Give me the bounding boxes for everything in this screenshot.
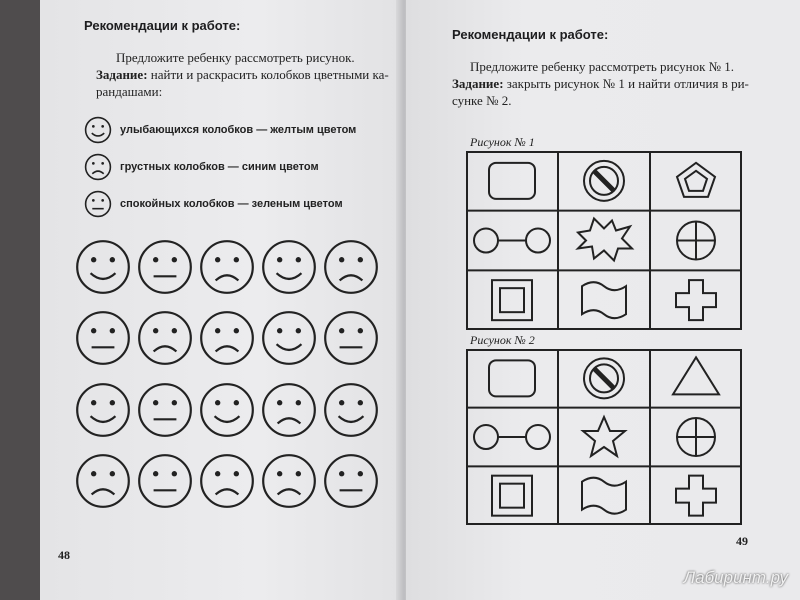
face-calm-icon bbox=[137, 239, 193, 300]
no-sign-icon bbox=[584, 358, 624, 398]
right-task-label: Задание: bbox=[452, 76, 504, 91]
face-smile-icon bbox=[75, 239, 131, 300]
right-task-line2: сунке № 2. bbox=[452, 93, 512, 108]
crossed-circle-icon bbox=[677, 418, 715, 456]
face-smile-icon bbox=[75, 382, 131, 443]
face-sad-icon bbox=[199, 453, 255, 514]
legend-text: улыбающихся колобков — желтым цветом bbox=[120, 124, 357, 136]
left-intro: Предложите ребенку рассмотреть рисунок. bbox=[116, 50, 355, 65]
rounded-square-icon bbox=[489, 360, 535, 396]
face-sad-icon bbox=[323, 239, 379, 300]
no-sign-icon bbox=[584, 161, 624, 201]
left-heading: Рекомендации к работе: bbox=[84, 18, 241, 33]
face-sad-icon bbox=[199, 239, 255, 300]
square-in-square-icon bbox=[492, 280, 532, 320]
figure1-caption: Рисунок № 1 bbox=[470, 135, 535, 149]
face-sad-icon bbox=[199, 310, 255, 371]
cross-icon bbox=[676, 476, 716, 516]
right-intro: Предложите ребенку рассмотреть рисунок № 1. bbox=[470, 59, 735, 74]
legend-text: спокойных колобков — зеленым цветом bbox=[120, 198, 343, 210]
face-calm-icon bbox=[323, 453, 379, 514]
face-calm-icon bbox=[75, 310, 131, 371]
star-icon bbox=[583, 417, 625, 456]
face-sad-icon bbox=[261, 453, 317, 514]
dumbbell-icon bbox=[474, 229, 550, 253]
legend-text: грустных колобков — синим цветом bbox=[120, 161, 319, 173]
right-task-line1 bbox=[452, 75, 749, 92]
face-smile-icon bbox=[261, 310, 317, 371]
left-page-number: 48 bbox=[58, 548, 70, 562]
figure2-grid bbox=[466, 349, 742, 525]
face-sad-icon bbox=[137, 310, 193, 371]
face-smile-icon bbox=[323, 382, 379, 443]
square-in-square-icon bbox=[492, 476, 532, 516]
triangle-icon bbox=[673, 357, 719, 394]
cross-icon bbox=[676, 280, 716, 320]
left-task-line2: рандашами: bbox=[96, 84, 163, 99]
watermark-logo: Лабиринт.ру bbox=[683, 568, 788, 587]
figure2-caption: Рисунок № 2 bbox=[470, 333, 535, 347]
left-task-line1 bbox=[96, 66, 389, 83]
flag-wave-icon bbox=[582, 478, 626, 514]
flag-wave-icon bbox=[582, 282, 626, 318]
figure1-grid bbox=[466, 151, 742, 330]
face-calm-icon bbox=[137, 453, 193, 514]
face-sad-icon bbox=[75, 453, 131, 514]
left-task-text: найти и раскрасить колобков цветными ка- bbox=[150, 67, 389, 82]
dumbbell-icon bbox=[474, 425, 550, 449]
legend-face-sad-icon bbox=[84, 153, 112, 186]
legend-face-smile-icon bbox=[84, 116, 112, 149]
face-smile-icon bbox=[199, 382, 255, 443]
face-calm-icon bbox=[323, 310, 379, 371]
left-task-label: Задание: bbox=[96, 67, 148, 82]
pentagon-icon bbox=[677, 163, 715, 197]
right-task-text: закрыть рисунок № 1 и найти отличия в ри- bbox=[506, 76, 749, 91]
right-heading: Рекомендации к работе: bbox=[452, 27, 609, 42]
burst-icon bbox=[578, 219, 632, 261]
rounded-square-icon bbox=[489, 163, 535, 199]
crossed-circle-icon bbox=[677, 222, 715, 260]
legend-face-calm-icon bbox=[84, 190, 112, 223]
face-smile-icon bbox=[261, 239, 317, 300]
face-sad-icon bbox=[261, 382, 317, 443]
right-page-number: 49 bbox=[736, 534, 748, 548]
face-calm-icon bbox=[137, 382, 193, 443]
